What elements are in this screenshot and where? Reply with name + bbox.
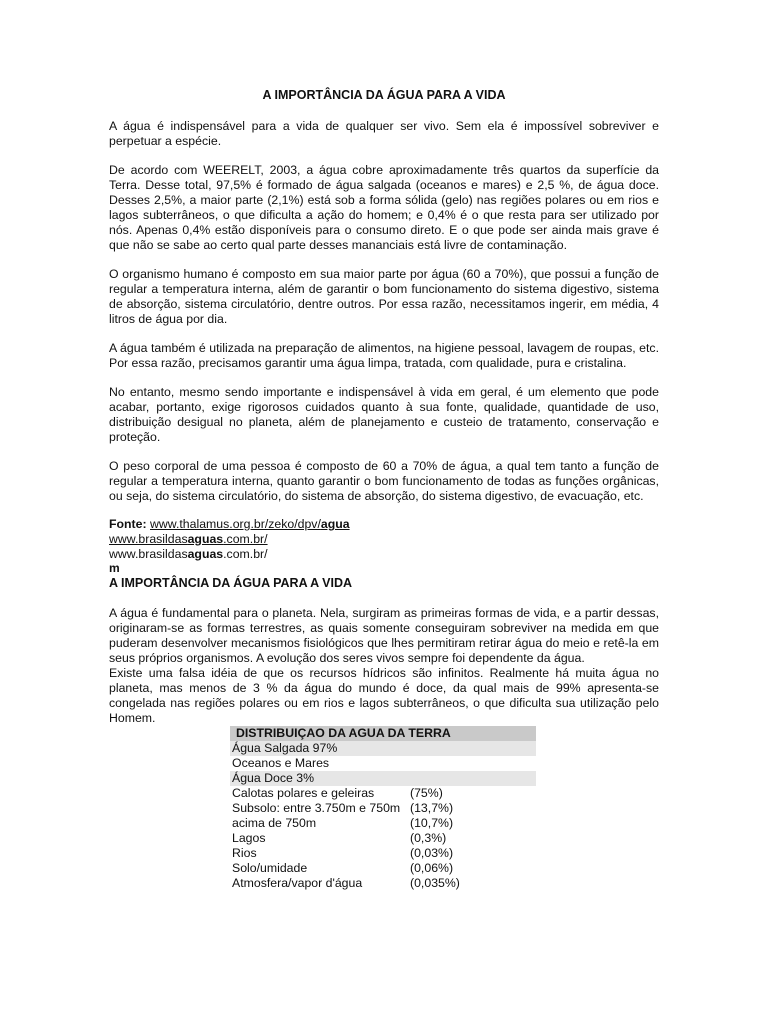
table-row — [230, 876, 536, 891]
table-cell-value: (0,3%) — [410, 831, 447, 845]
table-cell-label: Oceanos e Mares — [232, 756, 330, 770]
table-cell-label: Rios — [232, 846, 257, 860]
table-cell-label: acima de 750m — [232, 816, 317, 830]
stray-marker: m — [109, 561, 120, 575]
table-cell-value — [408, 741, 536, 756]
source-line-2 — [109, 532, 659, 547]
table-cell-value — [408, 771, 536, 786]
table-row — [230, 831, 536, 846]
table-cell-value: (10,7%) — [410, 816, 454, 830]
table-row — [230, 756, 536, 771]
section-title: A IMPORTÂNCIA DA ÁGUA PARA A VIDA — [109, 576, 353, 590]
table-cell-value: (13,7%) — [410, 801, 454, 815]
table-row — [230, 846, 536, 861]
water-distribution-table — [230, 726, 536, 891]
table-row — [230, 771, 536, 786]
table-row — [230, 861, 536, 876]
table-row — [230, 801, 536, 816]
paragraph: A água é indispensável para a vida de qualquer ser vivo. Sem ela é impossível sobreviver e perpetuar a espécie. — [109, 119, 659, 148]
table-cell-value: (0,06%) — [410, 861, 454, 875]
paragraph: A água também é utilizada na preparação de alimentos, na higiene pessoal, lavagem de roupas, etc. Por essa razão, precisamos garantir uma água limpa, tratada, com qualidade, pura e cristalina. — [109, 341, 659, 370]
paragraph: Existe uma falsa idéia de que os recursos hídricos são infinitos. Realmente há muita água no planeta, mas menos de 3 % da água do mundo é doce, da qual mais de 99% apresenta-se congelada nas regiões polares ou em rios e lagos subterrâneos, o que dificulta sua utilização pelo Homem. — [109, 666, 659, 725]
table-cell-value: (0,03%) — [410, 846, 454, 860]
table-cell-label: Atmosfera/vapor d'água — [232, 876, 363, 890]
paragraph: No entanto, mesmo sendo importante e indispensável à vida em geral, é um elemento que pode acabar, portanto, exige rigorosos cuidados quanto à sua fonte, qualidade, quantidade de uso, distribuição desigual no planeta, além de planejamento e custeio de tratamento, conservação e proteção. — [109, 385, 659, 444]
table-row — [230, 741, 536, 756]
source-line-3 — [109, 547, 659, 562]
source-link-brasildasaguas[interactable]: www.brasildasaguas.com.br/ — [109, 532, 268, 546]
source-text-brasildasaguas: www.brasildasaguas.com.br/ — [109, 547, 268, 561]
source-link-thalamus[interactable]: www.thalamus.org.br/zeko/dpv/agua — [150, 517, 350, 531]
table-row — [230, 816, 536, 831]
table-row — [230, 786, 536, 801]
table-cell-value — [408, 756, 536, 771]
table-cell-value: (75%) — [410, 786, 443, 800]
table-cell-label: Subsolo: entre 3.750m e 750m — [232, 801, 401, 815]
table-header: DISTRIBUIÇAO DA AGUA DA TERRA — [230, 726, 536, 741]
table-header-row — [230, 726, 536, 741]
paragraph: De acordo com WEERELT, 2003, a água cobre aproximadamente três quartos da superfície da Terra. Desse total, 97,5% é formado de água salgada (oceanos e mares) e 2,5 %, de água doce. Desses 2,5%, a maior parte (2,1%) está sob a forma sólida (gelo) nas regiões polares ou em rios e lagos subterrâneos, o que dificulta a ação do homem; e 0,4% é o que resta para ser utilizado por nós. Apenas 0,4% estão disponíveis para o consumo direto. E o que pode ser ainda mais grave é que não se sabe ao certo qual parte desses mananciais está livre de contaminação. — [109, 163, 659, 252]
sources-block — [109, 517, 659, 575]
source-line-1 — [109, 517, 659, 532]
document-title: A IMPORTÂNCIA DA ÁGUA PARA A VIDA — [262, 88, 506, 102]
table-cell-value: (0,035%) — [410, 876, 460, 890]
table-cell-label: Água Doce 3% — [230, 771, 408, 786]
document-page — [109, 88, 659, 891]
paragraph: A água é fundamental para o planeta. Nela, surgiram as primeiras formas de vida, e a partir dessas, originaram-se as formas terrestres, as quais somente conseguiram sobreviver na medida em que puderam desenvolver mecanismos fisiológicos que lhes permitiram retirar água do meio e retê-la em seus próprios organismos. A evolução dos seres vivos sempre foi dependente da água. — [109, 606, 659, 665]
table-cell-label: Água Salgada 97% — [230, 741, 408, 756]
sources-label: Fonte: — [109, 517, 147, 531]
table-cell-label: Solo/umidade — [232, 861, 308, 875]
paragraph: O peso corporal de uma pessoa é composto de 60 a 70% de água, a qual tem tanto a função de regular a temperatura interna, quanto garantir o bom funcionamento de todas as funções orgânicas, ou seja, do sistema circulatório, do sistema de absorção, do sistema digestivo, de evacuação, etc. — [109, 459, 659, 503]
paragraph: O organismo humano é composto em sua maior parte por água (60 a 70%), que possui a função de regular a temperatura interna, além de garantir o bom funcionamento do sistema digestivo, sistema de absorção, sistema circulatório, dentre outros. Por essa razão, necessitamos ingerir, em média, 4 litros de água por dia. — [109, 267, 659, 326]
table-cell-label: Lagos — [232, 831, 266, 845]
table-cell-label: Calotas polares e geleiras — [232, 786, 375, 800]
